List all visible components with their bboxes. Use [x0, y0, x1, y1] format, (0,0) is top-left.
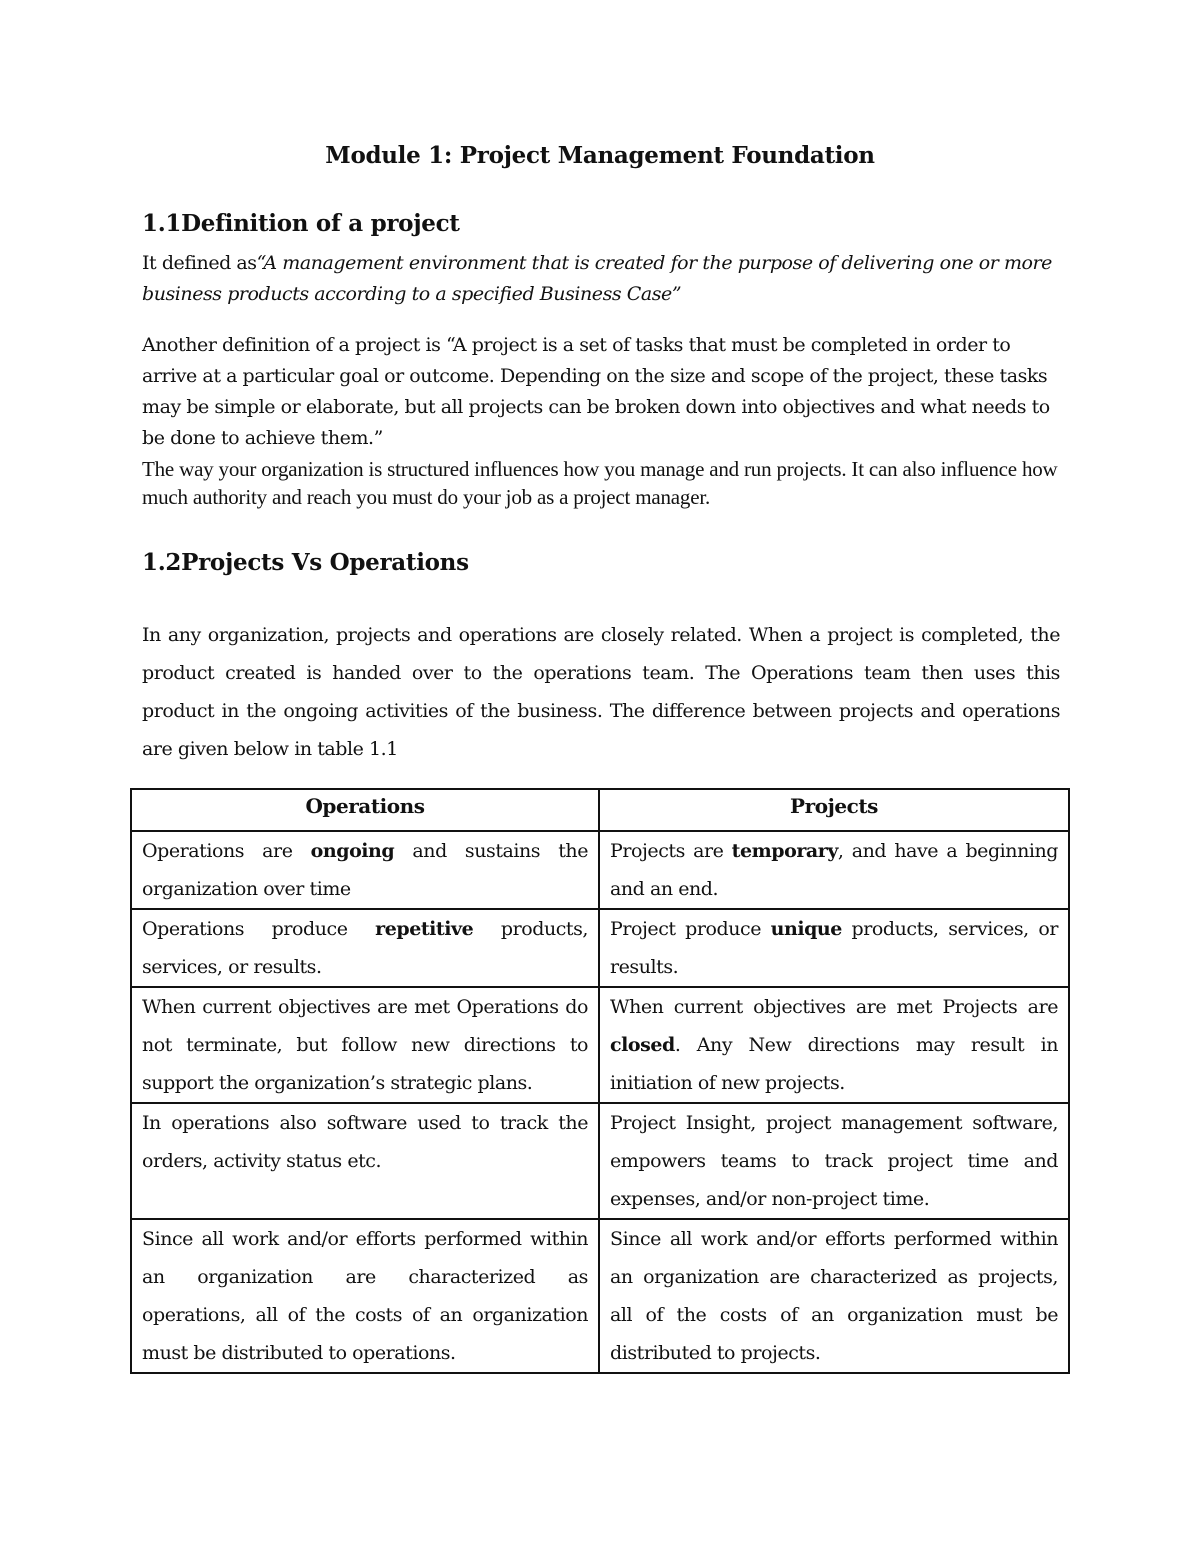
operations-cell: In operations also software used to track the orders, activity status etc.: [131, 1103, 599, 1219]
cell-text: Operations are: [142, 840, 311, 862]
table-row: [131, 1103, 1069, 1219]
organization-paragraph: The way your organization is structured influences how you manage and run projects. It can also influence how much authority and reach you must do your job as a project manager.: [142, 457, 1058, 509]
projects-cell: Since all work and/or efforts performed within an organization are characterized as projects, all of the costs of an organization must be distributed to projects.: [599, 1219, 1069, 1373]
keyword-unique: unique: [770, 918, 842, 940]
cell-text: Operations produce: [142, 918, 376, 940]
cell-text: When current objectives are met Projects are: [610, 996, 1058, 1018]
definition-paragraph-1: [142, 248, 1060, 310]
cell-text: products, services, or results.: [142, 918, 588, 978]
definition-prefix: It defined as: [142, 252, 257, 274]
operations-cell: When current objectives are met Operations do not terminate, but follow new directions to support the organization’s strategic plans.: [131, 987, 599, 1103]
cell-text: and sustains the organization over time: [142, 840, 589, 900]
projects-cell: [599, 987, 1069, 1103]
definition-quote: “A management environment that is created for the purpose of delivering one or more business products according to a specified Business Case”: [142, 252, 1052, 305]
operations-cell: [131, 831, 599, 909]
cell-text: . Any New directions may result in initiation of new projects.: [610, 1034, 1058, 1094]
table-row: [131, 831, 1069, 909]
table-header-row: [131, 789, 1069, 831]
document-title: Module 1: Project Management Foundation: [325, 142, 875, 169]
section-heading-definition: 1.1Definition of a project: [142, 210, 460, 237]
projects-cell: [599, 909, 1069, 987]
keyword-repetitive: repetitive: [375, 918, 474, 940]
table-row: [131, 987, 1069, 1103]
operations-cell: Since all work and/or efforts performed within an organization are characterized as operations, all of the costs of an organization must be distributed to operations.: [131, 1219, 599, 1373]
projects-cell: [599, 831, 1069, 909]
keyword-ongoing: ongoing: [310, 840, 395, 862]
table-row: [131, 1219, 1069, 1373]
keyword-closed: closed: [610, 1034, 675, 1056]
definition-paragraph-2: Another definition of a project is “A project is a set of tasks that must be completed in order to arrive at a particular goal or outcome. Depending on the size and scope of the project, these tasks may be simple or elaborate, but all projects can be broken down into objectives and what needs to be done to achieve them.”: [142, 334, 1050, 449]
comparison-table: [130, 788, 1070, 1374]
cell-text: , and have a beginning and an end.: [610, 840, 1058, 900]
keyword-temporary: temporary: [731, 840, 838, 862]
cell-text: products, services, or results.: [610, 918, 1058, 978]
header-projects: Projects: [599, 789, 1069, 831]
projects-vs-operations-paragraph: In any organization, projects and operations are closely related. When a project is completed, the product created is handed over to the operations team. The Operations team then uses this product in the ongoing activities of the business. The difference between projects and operations are given below in table 1.1: [142, 624, 1060, 760]
table-row: [131, 909, 1069, 987]
header-operations: Operations: [131, 789, 599, 831]
cell-text: Project produce: [610, 918, 771, 940]
cell-text: Projects are: [610, 840, 732, 862]
projects-cell: Project Insight, project management software, empowers teams to track project time and expenses, and/or non-project time.: [599, 1103, 1069, 1219]
section-heading-projects-vs-operations: 1.2Projects Vs Operations: [142, 549, 469, 576]
operations-cell: [131, 909, 599, 987]
